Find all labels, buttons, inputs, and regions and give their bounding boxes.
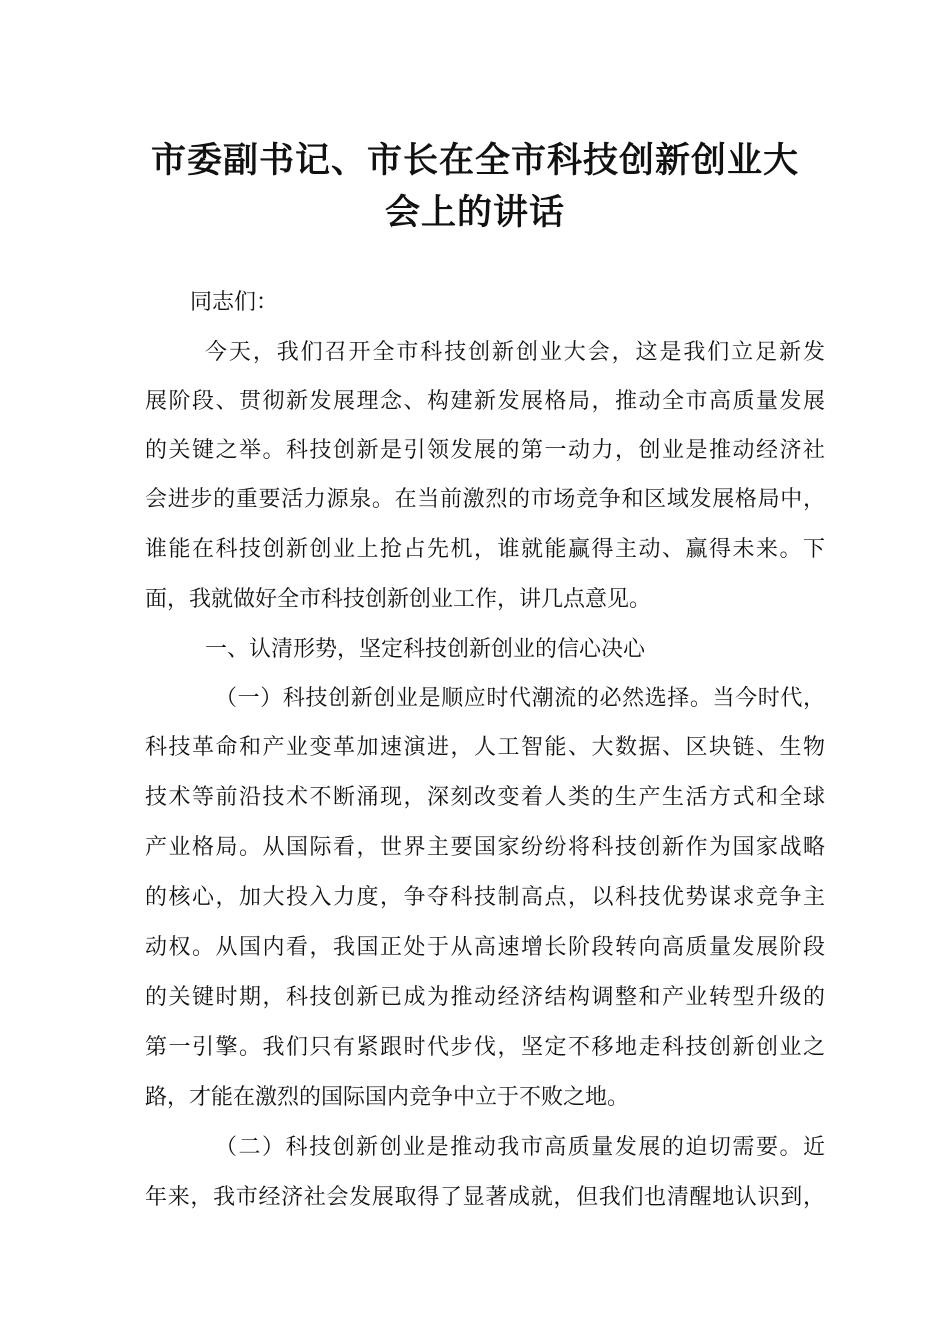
paragraph-line: （二）科技创新创业是推动我市高质量发展的迫切需要。近 [215, 1135, 825, 1160]
paragraph-line: 第一引擎。我们只有紧跟时代步伐，坚定不移地走科技创新创业之 [145, 1035, 825, 1060]
salutation: 同志们： [190, 290, 279, 315]
paragraph-line: 路，才能在激烈的国际国内竞争中立于不败之地。 [145, 1085, 630, 1110]
paragraph-line: 今天，我们召开全市科技创新创业大会，这是我们立足新发 [205, 340, 825, 365]
paragraph-line: （一）科技创新创业是顺应时代潮流的必然选择。当今时代， [215, 686, 825, 711]
document-title-line-2: 会上的讲话 [384, 193, 565, 233]
paragraph-line: 展阶段、贯彻新发展理念、构建新发展格局，推动全市高质量发展 [145, 389, 825, 414]
paragraph-line: 动权。从国内看，我国正处于从高速增长阶段转向高质量发展阶段 [145, 935, 825, 960]
paragraph-line: 会进步的重要活力源泉。在当前激烈的市场竞争和区域发展格局中， [145, 487, 825, 512]
paragraph-line: 科技革命和产业变革加速演进，人工智能、大数据、区块链、生物 [145, 735, 825, 760]
paragraph-line: 技术等前沿技术不断涌现，深刻改变着人类的生产生活方式和全球 [145, 785, 825, 810]
paragraph-line: 的关键之举。科技创新是引领发展的第一动力，创业是推动经济社 [145, 438, 825, 463]
paragraph-line: 的关键时期，科技创新已成为推动经济结构调整和产业转型升级的 [145, 985, 825, 1010]
paragraph-line: 的核心，加大投入力度，争夺科技制高点，以科技优势谋求竞争主 [145, 885, 825, 910]
paragraph-line: 面，我就做好全市科技创新创业工作，讲几点意见。 [145, 587, 652, 612]
section-heading: 一、认清形势，坚定科技创新创业的信心决心 [205, 637, 646, 662]
document-title-line-1: 市委副书记、市长在全市科技创新创业大 [150, 141, 799, 181]
paragraph-line: 产业格局。从国际看，世界主要国家纷纷将科技创新作为国家战略 [145, 835, 825, 860]
paragraph-line: 年来，我市经济社会发展取得了显著成就，但我们也清醒地认识到， [145, 1185, 825, 1210]
paragraph-line: 谁能在科技创新创业上抢占先机，谁就能赢得主动、赢得未来。下 [145, 537, 825, 562]
